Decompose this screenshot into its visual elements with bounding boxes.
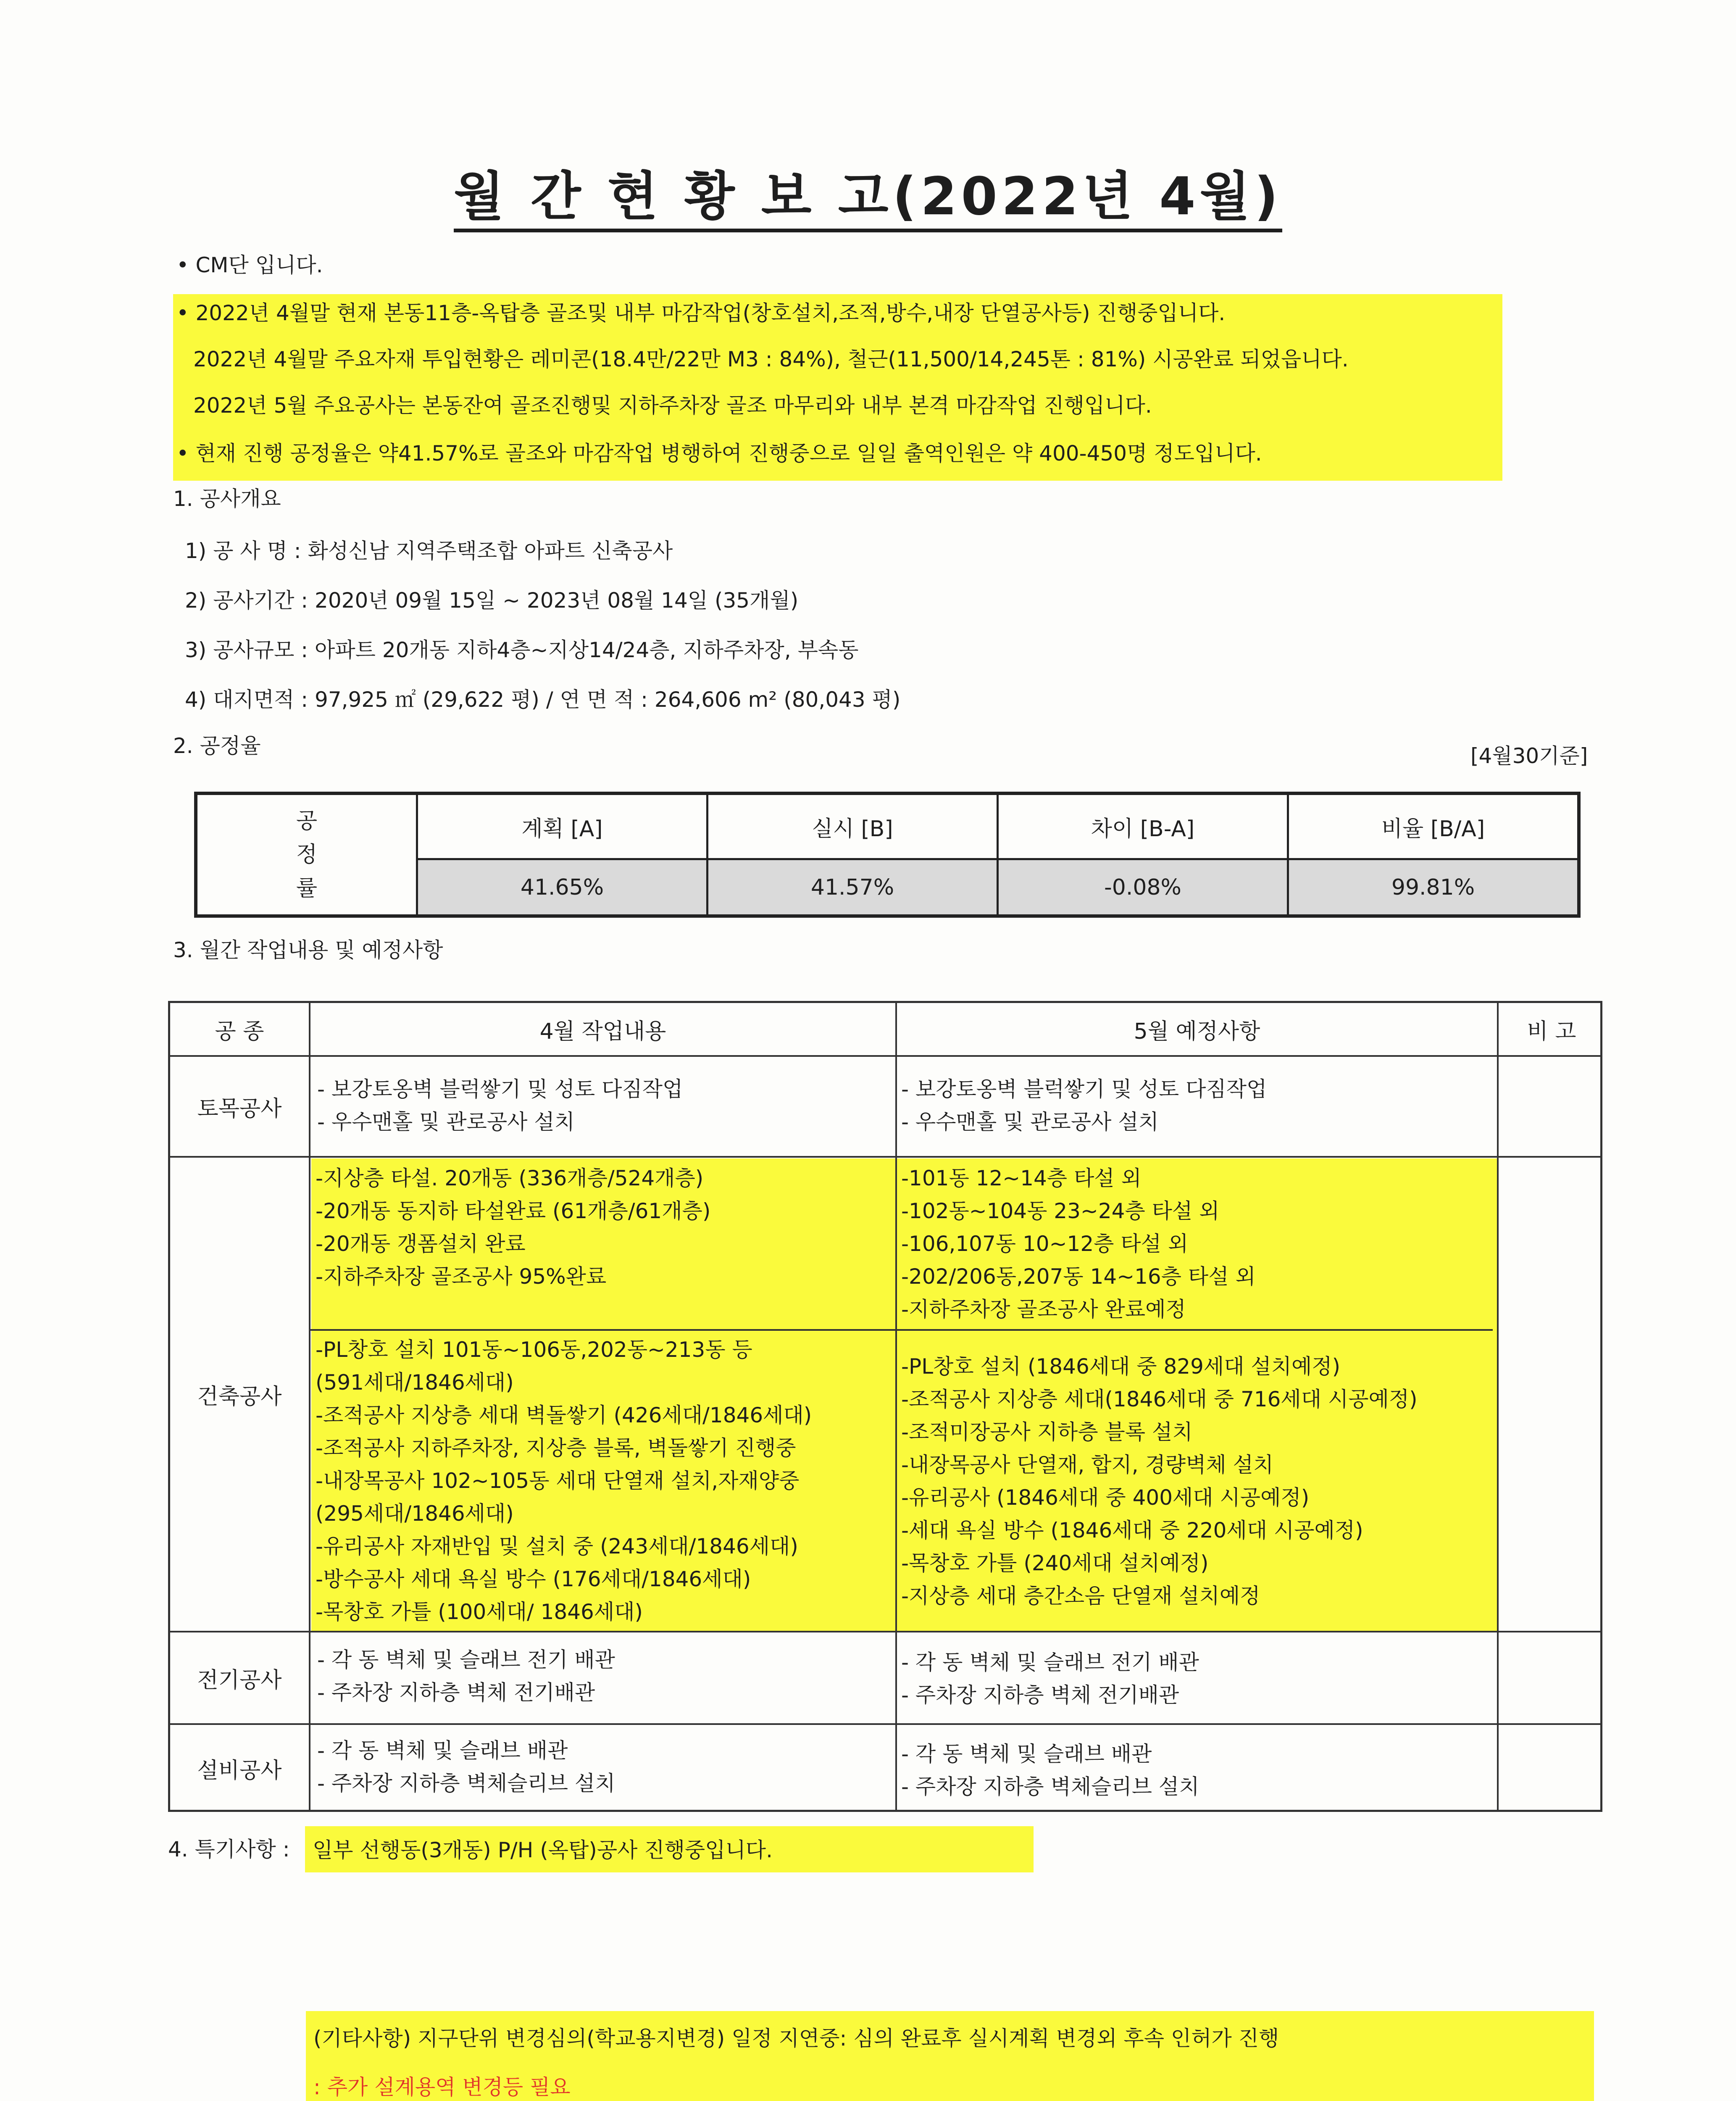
intro-line-3: 2022년 4월말 주요자재 투입현황은 레미콘(18.4만/22만 M3 : 84%), 철근(11,500/14,245톤 : 81%) 시공완료 되었읍니다.	[193, 347, 1349, 371]
rate-value-plan: 41.65%	[418, 860, 706, 914]
header-note: 비 고	[1527, 1019, 1576, 1044]
arch-may-1: -101동 12~14층 타설 외 -102동~104동 23~24층 타설 외 -106,107동 10~12층 타설 외 -202/206동,207동 14~16층 타설 외 -지하주차장 골조공사 완료예정	[901, 1166, 1256, 1322]
rate-col-actual: 실시 [B] 41.57%	[708, 795, 999, 914]
rate-value-ratio: 99.81%	[1289, 860, 1577, 914]
elec-april: - 각 동 벽체 및 슬래브 전기 배관 - 주차장 지하층 벽체 전기배관	[317, 1648, 615, 1705]
intro-line-5: • 현재 진행 공정율은 약41.57%로 골조와 마감작업 병행하여 진행중으로 일일 출역인원은 약 400-450명 정도입니다.	[176, 439, 1262, 468]
rate-value-actual: 41.57%	[708, 860, 997, 914]
rate-col-diff: 차이 [B-A] -0.08%	[999, 795, 1289, 914]
category-elec: 전기공사	[197, 1667, 282, 1693]
elec-may: - 각 동 벽체 및 슬래브 전기 배관 - 주차장 지하층 벽체 전기배관	[901, 1650, 1199, 1707]
monthly-work-table	[168, 1001, 1602, 1812]
header-may: 5월 예정사항	[1134, 1019, 1260, 1044]
rate-basis: [4월30기준]	[1470, 744, 1588, 768]
category-arch: 건축공사	[197, 1384, 282, 1409]
special-text: 일부 선행동(3개동) P/H (옥탑)공사 진행중입니다.	[305, 1826, 1034, 1872]
civil-april: - 보강토옹벽 블럭쌓기 및 성토 다짐작업 - 우수맨홀 및 관로공사 설치	[317, 1077, 683, 1134]
intro-line-1: • CM단 입니다.	[176, 250, 323, 280]
intro-line-2: • 2022년 4월말 현재 본동11층-옥탑층 골조및 내부 마감작업(창호설치,조적,방수,내장 단열공사등) 진행중입니다.	[176, 298, 1225, 328]
rate-heading: 2. 공정율	[173, 734, 261, 758]
work-heading: 3. 월간 작업내용 및 예정사항	[173, 938, 443, 962]
rate-label: 공 정 률	[197, 795, 418, 914]
header-april: 4월 작업내용	[539, 1019, 666, 1044]
rate-col-ratio: 비율 [B/A] 99.81%	[1289, 795, 1577, 914]
overview-item-3: 3) 공사규모 : 아파트 20개동 지하4층~지상14/24층, 지하주차장, 부속동	[185, 638, 859, 662]
special-label: 4. 특기사항 :	[168, 1837, 290, 1861]
other-line-1: (기타사항) 지구단위 변경심의(학교용지변경) 일정 지연중: 심의 완료후 실시계획 변경외 후속 인허가 진행	[313, 2026, 1279, 2051]
overview-item-2: 2) 공사기간 : 2020년 09월 15일 ~ 2023년 08월 14일 (35개월)	[185, 588, 799, 613]
page-title: 월 간 현 황 보 고(2022년 4월)	[0, 155, 1736, 229]
header-type: 공 종	[215, 1019, 264, 1044]
overview-item-4: 4) 대지면적 : 97,925 ㎡ (29,622 평) / 연 면 적 : 264,606 m² (80,043 평)	[185, 687, 901, 712]
category-civil: 토목공사	[197, 1096, 282, 1122]
mech-may: - 각 동 벽체 및 슬래브 배관 - 주차장 지하층 벽체슬리브 설치	[901, 1742, 1199, 1799]
overview-item-1: 1) 공 사 명 : 화성신남 지역주택조합 아파트 신축공사	[185, 539, 673, 563]
rate-col-plan: 계획 [A] 41.65%	[418, 795, 708, 914]
category-mech: 설비공사	[197, 1758, 282, 1783]
mech-april: - 각 동 벽체 및 슬래브 배관 - 주차장 지하층 벽체슬리브 설치	[317, 1738, 615, 1796]
civil-may: - 보강토옹벽 블럭쌓기 및 성토 다짐작업 - 우수맨홀 및 관로공사 설치	[901, 1077, 1267, 1134]
other-line-2: : 추가 설계용역 변경등 필요	[313, 2075, 571, 2099]
progress-rate-table	[194, 792, 1581, 918]
arch-april-1: -지상층 타설. 20개동 (336개층/524개층) -20개동 동지하 타설완료 (61개층/61개층) -20개동 갱폼설치 완료 -지하주차장 골조공사 95%완료	[316, 1166, 711, 1289]
intro-line-4: 2022년 5월 주요공사는 본동잔여 골조진행및 지하주차장 골조 마무리와 내부 본격 마감작업 진행입니다.	[193, 393, 1152, 418]
overview-heading: 1. 공사개요	[173, 487, 281, 511]
arch-may-2: -PL창호 설치 (1846세대 중 829세대 설치예정) -조적공사 지상층 세대(1846세대 중 716세대 시공예정) -조적미장공사 지하층 블록 설치 -내장목공사 단열재, 합지, 경량벽체 설치 -유리공사 (1846세대 중 400세대 시공예정) -세대 욕실 방수 (1846세대 중 220세대 시공예정) -목창호 가틀 (240세대 설치예정) -지상층 세대 층간소음 단열재 설치예정	[901, 1354, 1418, 1608]
arch-april-2: -PL창호 설치 101동~106동,202동~213동 등 (591세대/1846세대) -조적공사 지상층 세대 벽돌쌓기 (426세대/1846세대) -조적공사 지하주차장, 지상층 블록, 벽돌쌓기 진행중 -내장목공사 102~105동 세대 단열재 설치,자재양중 (295세대/1846세대) -유리공사 자재반입 및 설치 중 (243세대/1846세대) -방수공사 세대 욕실 방수 (176세대/1846세대) -목창호 가틀 (100세대/ 1846세대)	[316, 1337, 812, 1624]
rate-value-diff: -0.08%	[999, 860, 1287, 914]
